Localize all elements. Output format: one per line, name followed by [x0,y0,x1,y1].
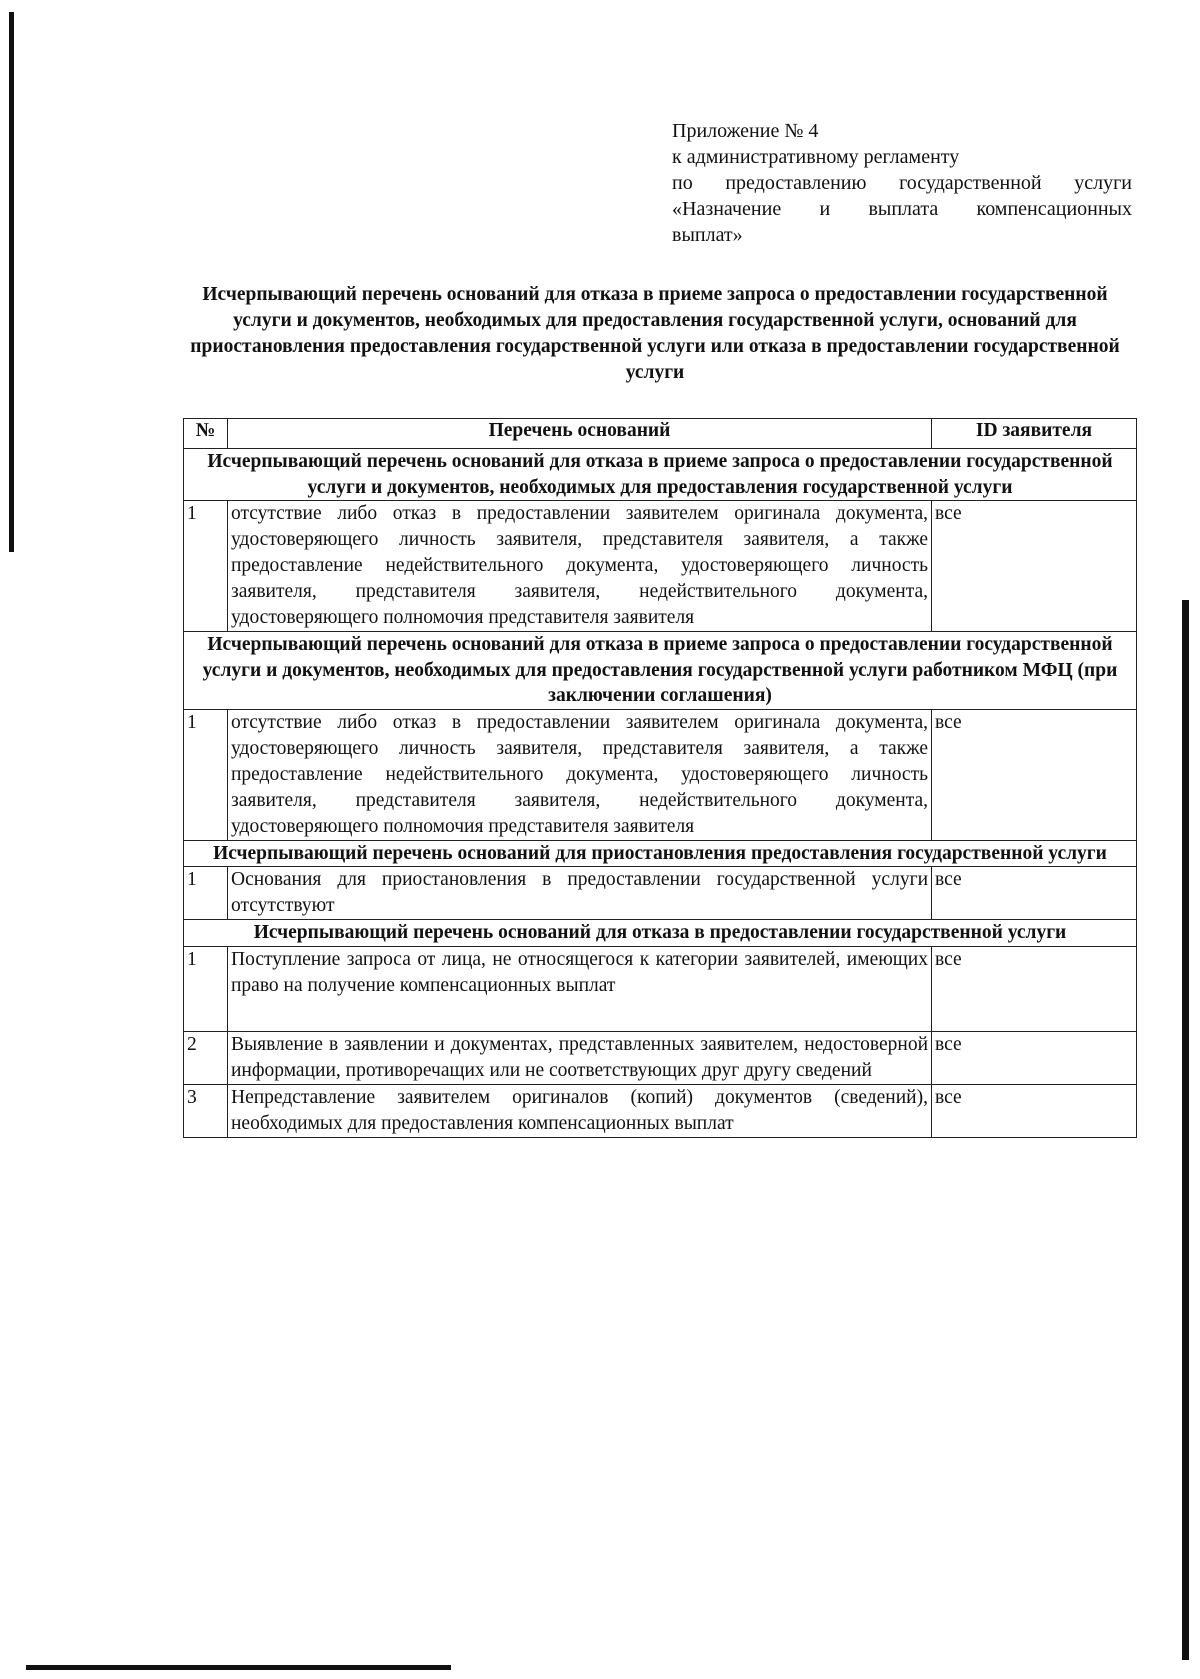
row-ground-text: отсутствие либо отказ в предоставлении заявителем оригинала документа, удостоверяющего личность заявителя, представителя заявителя, а также предоставление недействительного документа, удостоверяющего личность заявителя, представителя заявителя, недействительного документа, удостоверяющего полномочия представителя заявителя [228,501,932,632]
appendix-reference: выплат» [672,224,743,246]
row-ground-text: Выявление в заявлении и документах, представленных заявителем, недостоверной информации, противоречащих или не соответствующих друг другу сведений [228,1031,932,1084]
section-heading-row [184,632,1137,710]
section-heading: Исчерпывающий перечень оснований для отказа в предоставлении государственной услуги [184,920,1137,947]
scan-edge-mark-bottom [26,1665,451,1670]
row-applicant-id: все [932,946,1137,1031]
scan-edge-mark-left [9,12,14,552]
row-applicant-id: все [932,867,1137,920]
appendix-number: Приложение № 4 [672,120,819,142]
row-ground-text: Непредставление заявителем оригиналов (копий) документов (сведений), необходимых для предоставления компенсационных выплат [228,1084,932,1137]
section-heading: Исчерпывающий перечень оснований для отказа в приеме запроса о предоставлении государственной услуги и документов, необходимых для предоставления государственной услуги работником МФЦ (при заключении соглашения) [184,632,1137,710]
table-row [184,946,1137,1031]
column-header-grounds: Перечень оснований [228,419,932,449]
row-applicant-id: все [932,1031,1137,1084]
row-ground-text: отсутствие либо отказ в предоставлении заявителем оригинала документа, удостоверяющего личность заявителя, представителя заявителя, а также предоставление недействительного документа, удостоверяющего личность заявителя, представителя заявителя, недействительного документа, удостоверяющего полномочия представителя заявителя [228,709,932,840]
section-heading-row [184,449,1137,501]
section-heading-row [184,920,1137,947]
row-applicant-id: все [932,501,1137,632]
row-ground-text: Поступление запроса от лица, не относящегося к категории заявителей, имеющих право на получение компенсационных выплат [228,946,932,1031]
appendix-reference: по предоставлению государственной услуги [672,172,1132,194]
row-applicant-id: все [932,1084,1137,1137]
table-row [184,709,1137,840]
row-number: 1 [184,946,228,1031]
table-row [184,867,1137,920]
row-ground-text: Основания для приостановления в предоставлении государственной услуги отсутствуют [228,867,932,920]
table-row [184,501,1137,632]
table-row [184,1031,1137,1084]
section-heading: Исчерпывающий перечень оснований для приостановления предоставления государственной услуги [184,840,1137,867]
document-title: Исчерпывающий перечень оснований для отказа в приеме запроса о предоставлении государственной услуги и документов, необходимых для предоставления государственной услуги, оснований для приостановления предоставления государственной услуги или отказа в предоставлении государственной услуги [190,284,1120,383]
row-number: 1 [184,867,228,920]
appendix-reference: «Назначение и выплата компенсационных [672,198,1132,220]
section-heading: Исчерпывающий перечень оснований для отказа в приеме запроса о предоставлении государственной услуги и документов, необходимых для предоставления государственной услуги [184,449,1137,501]
grounds-table [183,418,1137,1138]
column-header-applicant-id: ID заявителя [932,419,1137,449]
column-header-number: № [184,419,228,449]
row-applicant-id: все [932,709,1137,840]
appendix-reference: к административному регламенту [672,146,960,168]
row-number: 2 [184,1031,228,1084]
row-number: 3 [184,1084,228,1137]
row-number: 1 [184,501,228,632]
scan-edge-mark-right [1182,600,1189,1660]
row-number: 1 [184,709,228,840]
table-header-row [184,419,1137,449]
section-heading-row [184,840,1137,867]
appendix-header [672,118,1132,248]
table-row [184,1084,1137,1137]
